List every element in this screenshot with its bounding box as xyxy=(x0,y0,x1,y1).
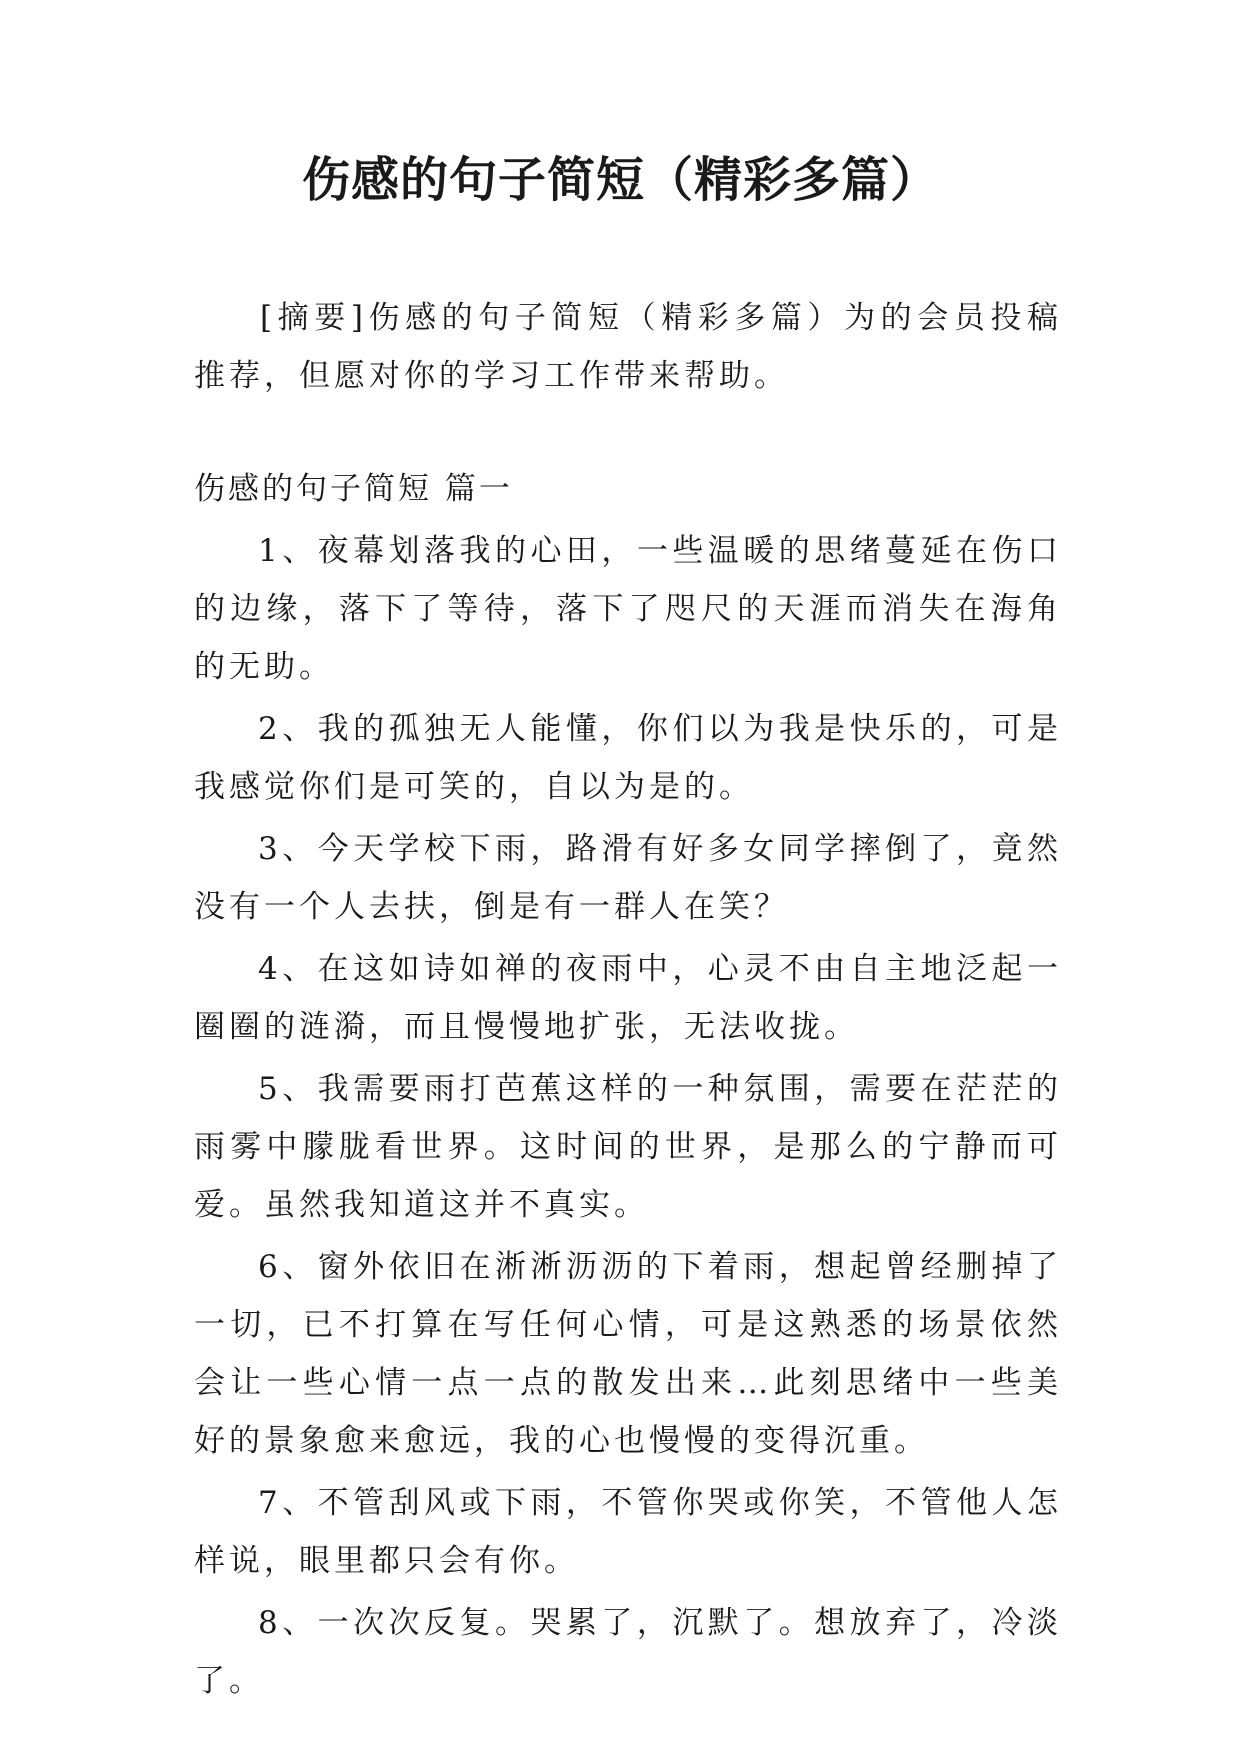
abstract-paragraph: [摘要]伤感的句子简短（精彩多篇）为的会员投稿推荐，但愿对你的学习工作带来帮助。 xyxy=(194,300,1062,394)
list-item: 6、窗外依旧在淅淅沥沥的下着雨，想起曾经删掉了一切，已不打算在写任何心情，可是这熟悉的场景依然会让一些心情一点一点的散发出来…此刻思绪中一些美好的景象愈来愈远，我的心也慢慢的变得沉重。 xyxy=(194,1249,1062,1459)
list-item: 4、在这如诗如禅的夜雨中，心灵不由自主地泛起一圈圈的涟漪，而且慢慢地扩张，无法收拢。 xyxy=(194,951,1062,1045)
list-item: 8、一次次反复。哭累了，沉默了。想放弃了，冷淡了。 xyxy=(194,1605,1062,1699)
list-item: 7、不管刮风或下雨，不管你哭或你笑，不管他人怎样说，眼里都只会有你。 xyxy=(194,1485,1062,1579)
section-one xyxy=(194,460,1062,1710)
document-title: 伤感的句子简短（精彩多篇） xyxy=(301,152,939,208)
list-item: 1、夜幕划落我的心田，一些温暖的思绪蔓延在伤口的边缘，落下了等待，落下了咫尺的天涯而消失在海角的无助。 xyxy=(194,533,1062,685)
list-item: 5、我需要雨打芭蕉这样的一种氛围，需要在茫茫的雨雾中朦胧看世界。这时间的世界，是那么的宁静而可爱。虽然我知道这并不真实。 xyxy=(194,1071,1062,1223)
list-item: 2、我的孤独无人能懂，你们以为我是快乐的，可是我感觉你们是可笑的，自以为是的。 xyxy=(194,711,1062,805)
section-heading: 伤感的句子简短 篇一 xyxy=(194,471,513,507)
list-item: 3、今天学校下雨，路滑有好多女同学摔倒了，竟然没有一个人去扶，倒是有一群人在笑？ xyxy=(194,831,1062,925)
